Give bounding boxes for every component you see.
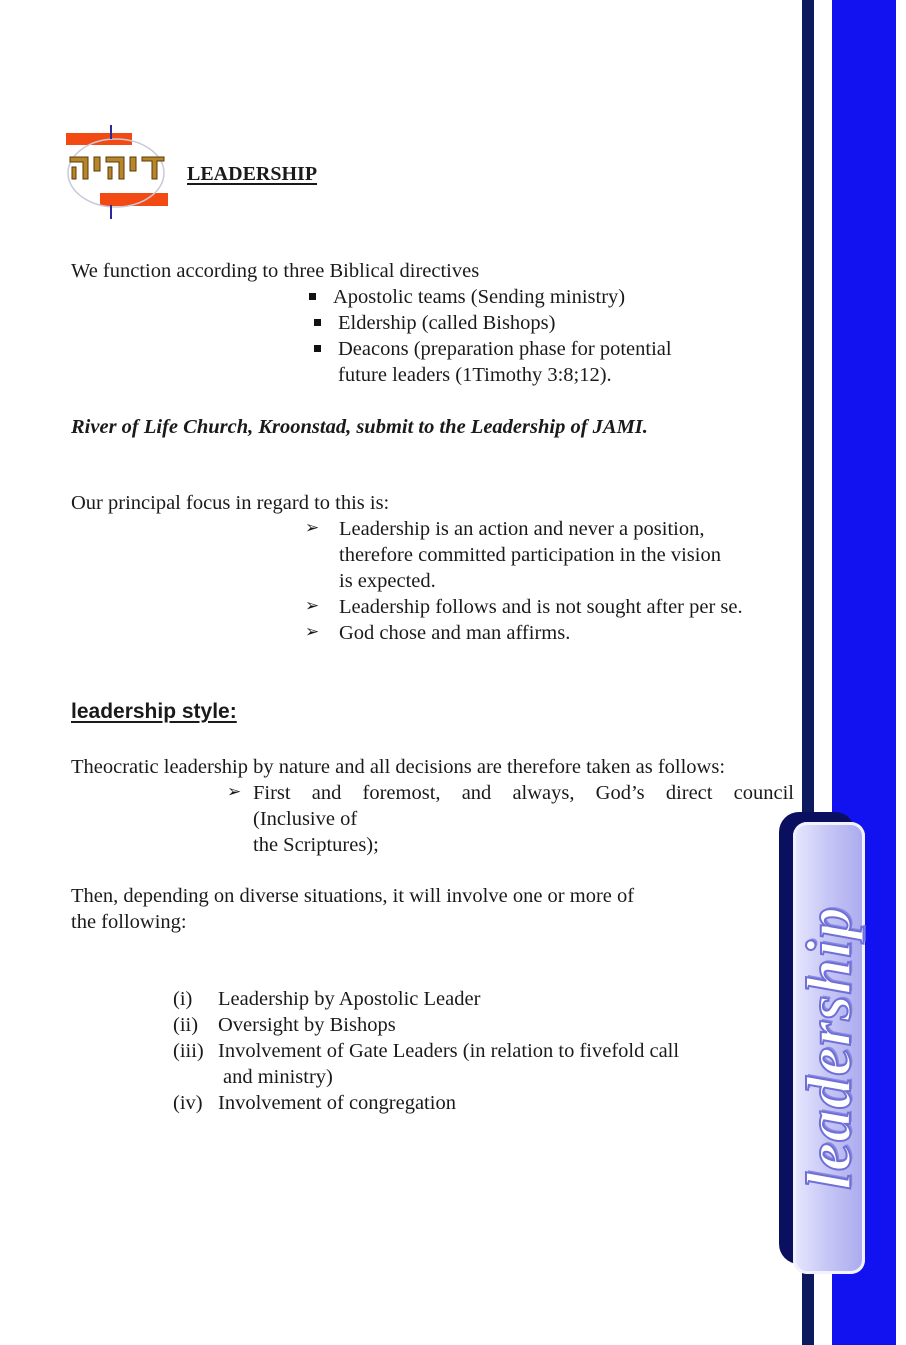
list-item-continuation: therefore committed participation in the vision (339, 544, 721, 566)
paragraph-text: Then, depending on diverse situations, it will involve one or more of (71, 885, 635, 907)
list-item-continuation: and ministry) (223, 1066, 333, 1088)
arrow-bullet-icon: ➢ (305, 518, 320, 538)
list-number: (iii) (173, 1040, 204, 1062)
list-item-continuation: is expected. (339, 570, 436, 592)
list-item-continuation: the Scriptures); (253, 834, 379, 856)
style-intro: Theocratic leadership by nature and all decisions are therefore taken as follows: (71, 756, 726, 778)
side-tab-label: leadership (793, 906, 864, 1190)
side-tab (793, 822, 865, 1274)
submission-statement: River of Life Church, Kroonstad, submit to the Leadership of JAMI. (71, 416, 648, 438)
list-item: Eldership (called Bishops) (338, 312, 556, 334)
arrow-bullet-icon: ➢ (305, 622, 320, 642)
list-item: God chose and man affirms. (339, 622, 571, 644)
list-number: (iv) (173, 1092, 203, 1114)
section-heading: leadership style: (71, 700, 237, 723)
list-item: Involvement of congregation (218, 1092, 456, 1114)
arrow-bullet-icon: ➢ (227, 782, 242, 802)
intro-text: We function according to three Biblical directives (71, 260, 480, 282)
list-item: Leadership by Apostolic Leader (218, 988, 481, 1010)
page-title: LEADERSHIP (187, 163, 318, 185)
list-item: Leadership follows and is not sought after per se. (339, 596, 743, 618)
list-item: Involvement of Gate Leaders (in relation to fivefold call (218, 1040, 680, 1062)
list-item: First and foremost, and always, God’s direct council (253, 782, 794, 804)
list-item: Deacons (preparation phase for potential (338, 338, 672, 360)
list-item: Apostolic teams (Sending ministry) (333, 286, 626, 308)
list-item: Oversight by Bishops (218, 1014, 396, 1036)
list-number: (i) (173, 988, 193, 1010)
logo-icon (64, 125, 172, 220)
focus-intro: Our principal focus in regard to this is: (71, 492, 390, 514)
list-item-continuation: (Inclusive of (253, 808, 358, 830)
list-item: Leadership is an action and never a position, (339, 518, 705, 540)
list-number: (ii) (173, 1014, 199, 1036)
paragraph-text: the following: (71, 911, 187, 933)
arrow-bullet-icon: ➢ (305, 596, 320, 616)
list-item-continuation: future leaders (1Timothy 3:8;12). (338, 364, 612, 386)
